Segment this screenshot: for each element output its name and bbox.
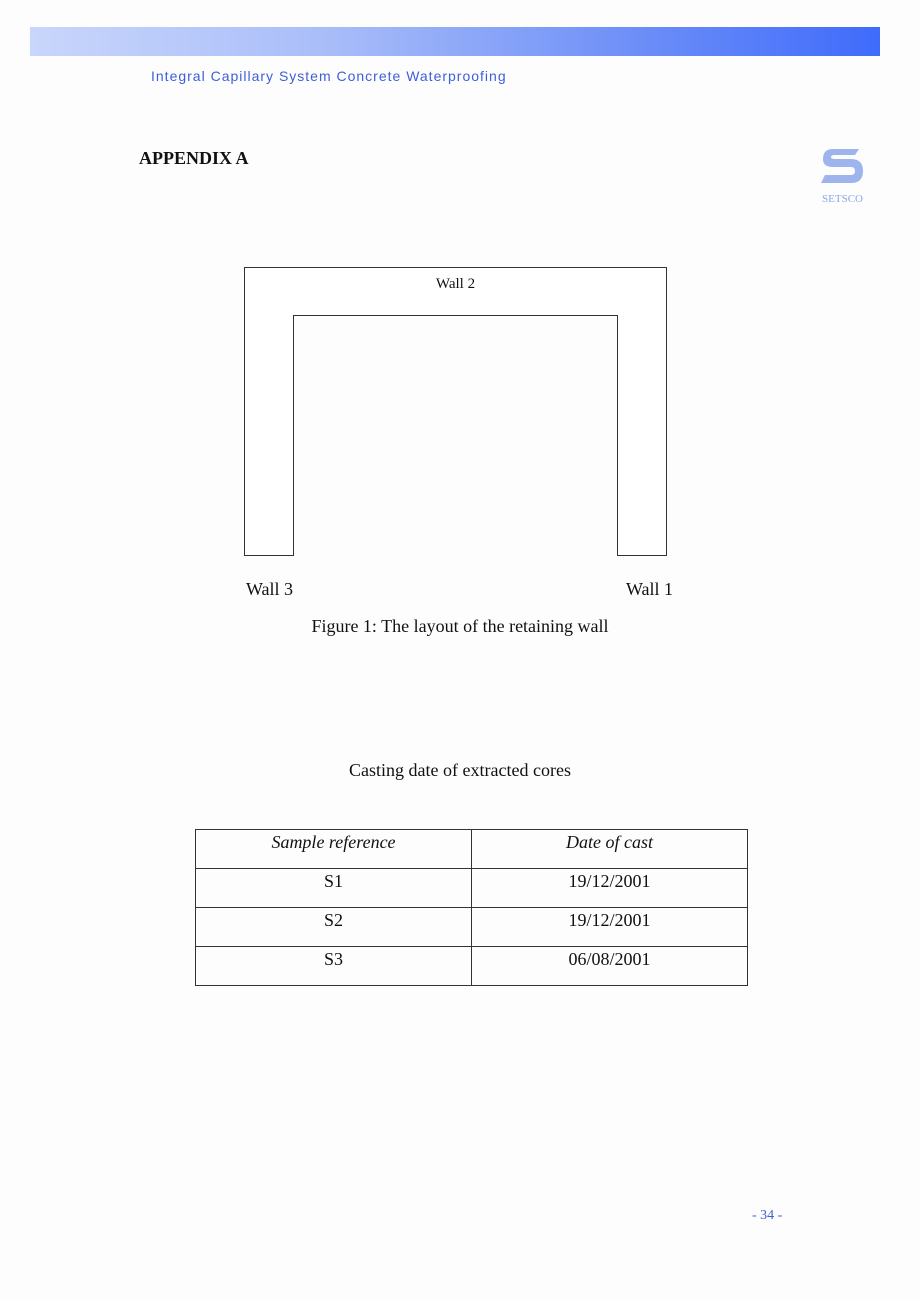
date-of-cast-cell: 19/12/2001	[472, 869, 748, 908]
table-row	[196, 947, 748, 986]
setsco-logo-icon	[815, 145, 870, 195]
sample-reference-cell: S1	[196, 869, 472, 908]
date-of-cast-cell: 06/08/2001	[472, 947, 748, 986]
cores-table	[195, 829, 748, 986]
table-header-cell: Sample reference	[196, 830, 472, 869]
sample-reference-cell: S3	[196, 947, 472, 986]
header-title: Integral Capillary System Concrete Waterproofing	[151, 68, 507, 84]
table-header-row	[196, 830, 748, 869]
table-row	[196, 869, 748, 908]
wall-1-label: Wall 1	[626, 579, 674, 599]
header-banner	[30, 27, 880, 56]
table-title: Casting date of extracted cores	[349, 760, 571, 780]
sample-reference-cell: S2	[196, 908, 472, 947]
date-of-cast-cell: 19/12/2001	[472, 908, 748, 947]
table-row	[196, 908, 748, 947]
wall-3-label: Wall 3	[246, 579, 294, 599]
appendix-heading: APPENDIX A	[139, 148, 249, 168]
table-header-cell: Date of cast	[472, 830, 748, 869]
figure-caption: Figure 1: The layout of the retaining wall	[311, 616, 609, 636]
wall-3-box	[244, 315, 294, 556]
wall-2-box	[244, 267, 667, 316]
wall-1-box	[617, 315, 667, 556]
wall-2-label: Wall 2	[435, 276, 476, 292]
setsco-logo	[815, 145, 870, 207]
logo-text: SETSCO	[822, 193, 863, 205]
page-number: - 34 -	[752, 1208, 783, 1223]
